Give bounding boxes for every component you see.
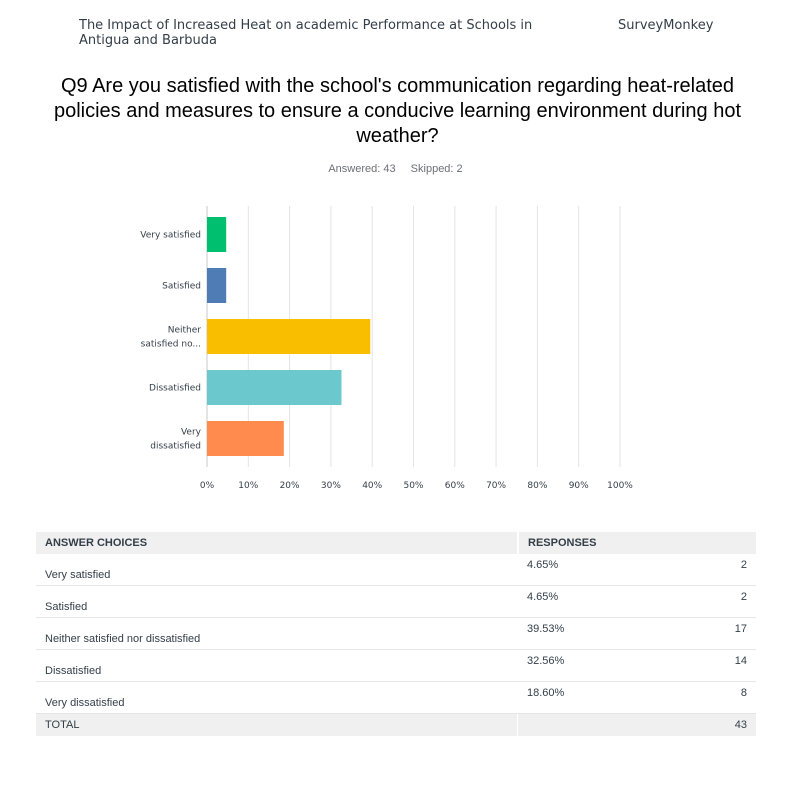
bar [207,319,370,354]
answer-choice: Neither satisfied nor dissatisfied [36,618,517,650]
x-tick-label: 70% [486,481,507,491]
total-label: TOTAL [36,714,517,736]
table-row [36,586,756,618]
x-tick-label: 90% [568,481,589,491]
response-count: 2 [672,554,756,586]
answer-choice: Very satisfied [36,554,517,586]
response-count: 2 [672,586,756,618]
header-answer-choices: ANSWER CHOICES [36,532,517,554]
table-row [36,682,756,714]
x-tick-label: 60% [444,481,465,491]
question-title: Q9 Are you satisfied with the school's communication regarding heat-related policies and measures to ensure a conducive learning environment during hot weather? [53,75,742,147]
x-tick-label: 40% [362,481,383,491]
response-count: 8 [672,682,756,714]
x-tick-label: 80% [527,481,548,491]
response-count: 14 [672,650,756,682]
response-percent: 39.53% [517,618,672,650]
answer-choice: Satisfied [36,586,517,618]
x-tick-label: 30% [320,481,341,491]
x-tick-label: 0% [199,481,215,491]
category-label: Very satisfied [140,230,201,241]
brand-name: SurveyMonkey [618,18,714,33]
category-label: Satisfied [162,281,201,292]
category-label: satisfied no... [140,339,201,350]
response-percent: 18.60% [517,682,672,714]
category-label: dissatisfied [150,441,201,452]
answer-choice: Very dissatisfied [36,682,517,714]
bar [207,370,341,405]
answer-choice: Dissatisfied [36,650,517,682]
bar [207,268,226,303]
x-tick-label: 10% [238,481,259,491]
category-label: Very [180,427,201,438]
total-row [36,714,756,736]
bar-chart [0,195,791,495]
bar [207,421,284,456]
x-tick-label: 20% [279,481,300,491]
table-row [36,618,756,650]
table-row [36,554,756,586]
header-responses: RESPONSES [517,532,756,554]
total-blank [517,714,672,736]
category-label: Dissatisfied [149,383,201,394]
x-tick-label: 100% [607,481,633,491]
table-row [36,650,756,682]
response-count: 17 [672,618,756,650]
total-count: 43 [672,714,756,736]
response-summary [0,163,791,175]
response-percent: 32.56% [517,650,672,682]
responses-table [36,532,756,736]
response-percent: 4.65% [517,586,672,618]
answered-count: Answered: 43 [328,163,396,175]
category-label: Neither [167,325,201,336]
bar [207,217,226,252]
skipped-count: Skipped: 2 [410,163,463,175]
x-tick-label: 50% [403,481,424,491]
survey-title: The Impact of Increased Heat on academic Performance at Schools in Antigua and Barbuda [79,18,533,48]
response-percent: 4.65% [517,554,672,586]
table-header-row [36,532,756,554]
